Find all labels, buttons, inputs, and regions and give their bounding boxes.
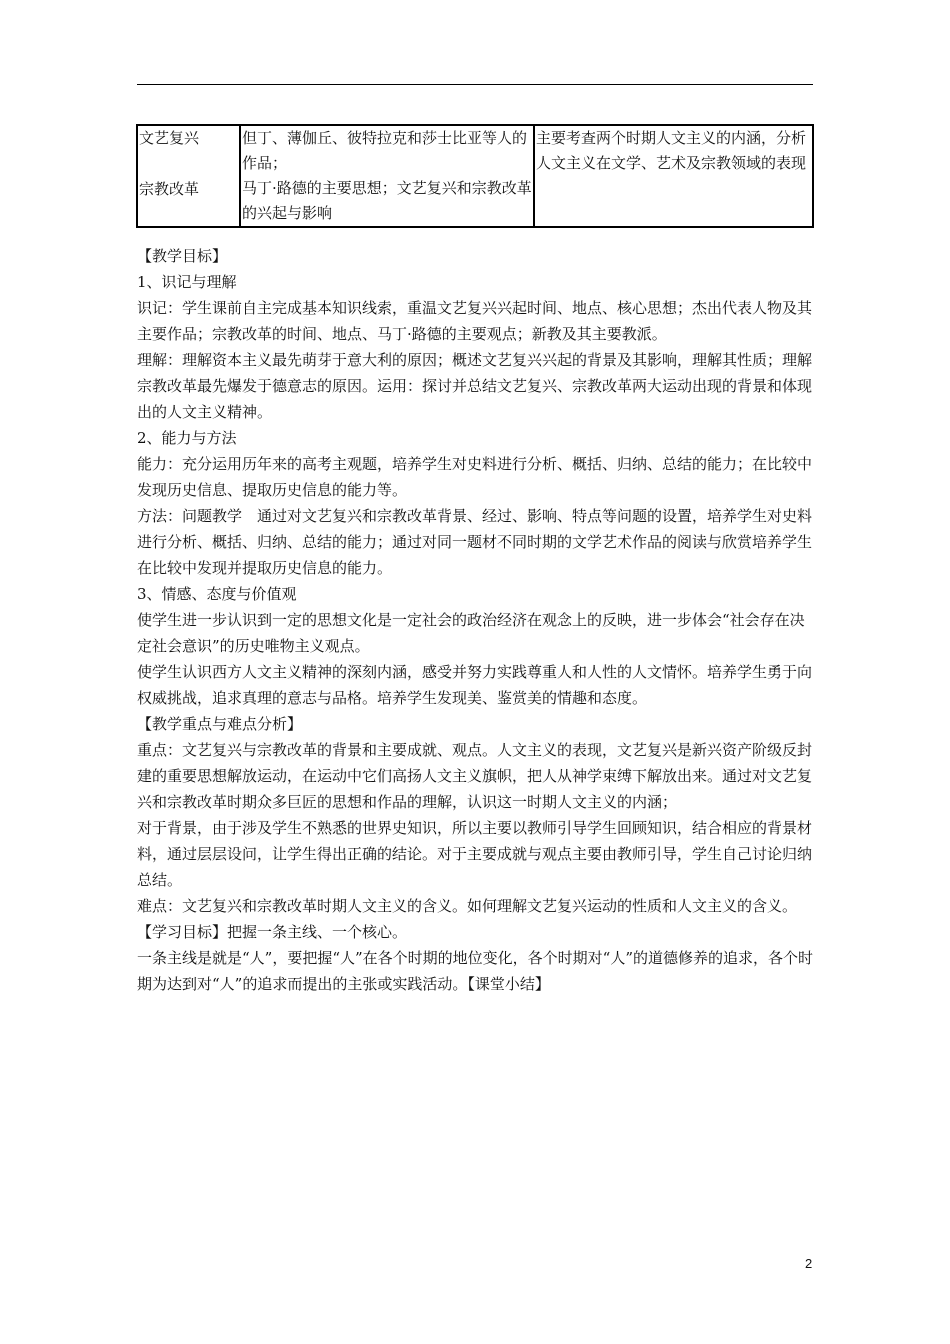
paragraph-background: 对于背景，由于涉及学生不熟悉的世界史知识，所以主要以教师引导学生回顾知识，结合相应的背景材料，通过层层设问，让学生得出正确的结论。对于主要成就与观点主要由教师引导，学生自己讨论归纳总结。	[137, 819, 813, 889]
page-number: 2	[805, 1256, 813, 1271]
document-body	[137, 243, 815, 997]
table-cell-requirement	[534, 125, 813, 227]
content-reformation: 马丁·路德的主要思想；文艺复兴和宗教改革的兴起与影响	[242, 179, 532, 222]
section-heading-key-points: 【教学重点与难点分析】	[137, 715, 303, 733]
topic-reformation: 宗教改革	[139, 180, 200, 198]
paragraph-key-points: 重点：文艺复兴与宗教改革的背景和主要成就、观点。人文主义的表现，文艺复兴是新兴资产阶级反封建的重要思想解放运动，在运动中它们高扬人文主义旗帜，把人从神学束缚下解放出来。通过对文艺复兴和宗教改革时期众多巨匠的思想和作品的理解，认识这一时期人文主义的内涵；	[137, 741, 813, 811]
header-rule	[137, 84, 813, 85]
table-cell-content	[240, 125, 534, 227]
topic-gap	[139, 151, 239, 177]
topic-renaissance: 文艺复兴	[139, 129, 200, 147]
section-heading-teaching-goals: 【教学目标】	[137, 247, 228, 265]
table-row	[137, 125, 813, 227]
paragraph-difficulties: 难点：文艺复兴和宗教改革时期人文主义的含义。如何理解文艺复兴运动的性质和人文主义的含义。	[137, 897, 798, 915]
paragraph-memorize: 识记：学生课前自主完成基本知识线索，重温文艺复兴兴起时间、地点、核心思想；杰出代表人物及其主要作品；宗教改革的时间、地点、马丁·路德的主要观点；新教及其主要教派。	[137, 299, 813, 343]
section-heading-learning-goals: 【学习目标】把握一条主线、一个核心。	[137, 923, 408, 941]
topics-table-wrapper	[136, 124, 814, 228]
topics-table	[136, 124, 814, 228]
paragraph-values-2: 使学生认识西方人文主义精神的深刻内涵，感受并努力实践尊重人和人性的人文情怀。培养学生勇于向权威挑战，追求真理的意志与品格。培养学生发现美、鉴赏美的情趣和态度。	[137, 663, 813, 707]
paragraph-understand: 理解：理解资本主义最先萌芽于意大利的原因；概述文艺复兴兴起的背景及其影响，理解其性质；理解宗教改革最先爆发于德意志的原因。运用：探讨并总结文艺复兴、宗教改革两大运动出现的背景和体现出的人文主义精神。	[137, 351, 813, 421]
requirement-text: 主要考查两个时期人文主义的内涵，分析人文主义在文学、艺术及宗教领域的表现	[536, 129, 807, 172]
subheading-emotion-values: 3、情感、态度与价值观	[137, 585, 297, 603]
paragraph-main-thread: 一条主线是就是“人”，要把握“人”在各个时期的地位变化，各个时期对“人”的道德修养的追求，各个时期为达到对“人”的追求而提出的主张或实践活动。【课堂小结】	[137, 949, 814, 993]
paragraph-values-1: 使学生进一步认识到一定的思想文化是一定社会的政治经济在观念上的反映，进一步体会“社会存在决定社会意识”的历史唯物主义观点。	[137, 611, 805, 655]
paragraph-ability: 能力：充分运用历年来的高考主观题，培养学生对史料进行分析、概括、归纳、总结的能力；在比较中发现历史信息、提取历史信息的能力等。	[137, 455, 813, 499]
subheading-ability-method: 2、能力与方法	[137, 429, 237, 447]
table-cell-topics	[137, 125, 240, 227]
paragraph-method: 方法：问题教学 通过对文艺复兴和宗教改革背景、经过、影响、特点等问题的设置，培养学生对史料进行分析、概括、归纳、总结的能力；通过对同一题材不同时期的文学艺术作品的阅读与欣赏培养学生在比较中发现并提取历史信息的能力。	[137, 507, 813, 577]
content-renaissance: 但丁、薄伽丘、彼特拉克和莎士比亚等人的作品；	[242, 129, 528, 172]
subheading-knowledge: 1、识记与理解	[137, 273, 237, 291]
